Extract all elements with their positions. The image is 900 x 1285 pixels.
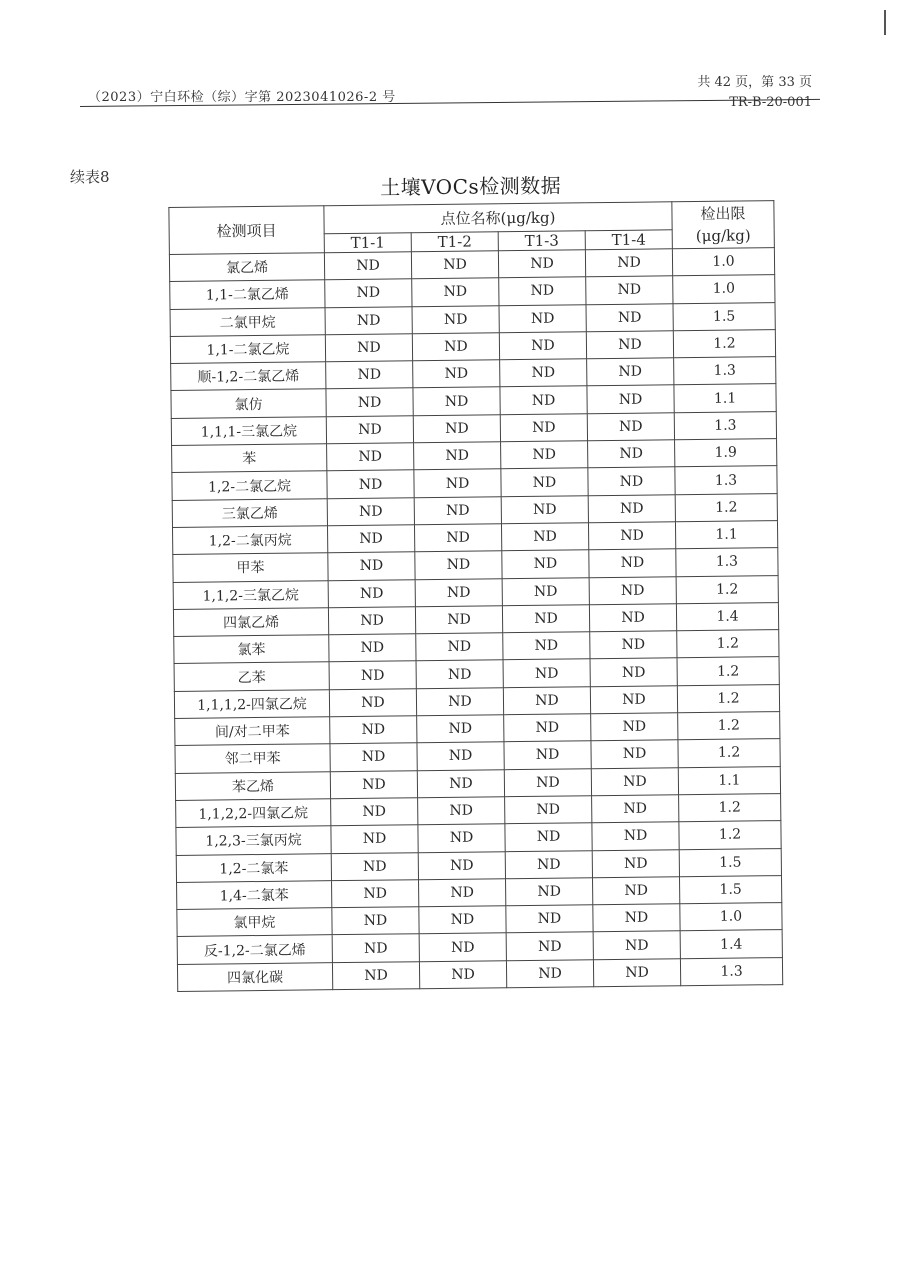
cell-value: ND — [413, 360, 500, 388]
cell-value: ND — [499, 304, 586, 332]
cell-value: ND — [588, 494, 675, 522]
cell-value: ND — [413, 387, 500, 415]
cell-item: 苯乙烯 — [175, 771, 330, 800]
cell-limit: 1.2 — [678, 712, 780, 740]
scan-edge-mark — [884, 10, 886, 35]
cell-limit: 1.2 — [675, 493, 777, 521]
cell-value: ND — [592, 849, 679, 877]
cell-value: ND — [326, 361, 413, 389]
cell-value: ND — [330, 716, 417, 744]
cell-value: ND — [506, 878, 593, 906]
cell-value: ND — [500, 386, 587, 414]
cell-value: ND — [502, 605, 589, 633]
cell-value: ND — [589, 604, 676, 632]
header-point: T1-2 — [411, 232, 498, 252]
cell-value: ND — [414, 524, 501, 552]
cell-value: ND — [592, 795, 679, 823]
cell-value: ND — [590, 631, 677, 659]
cell-value: ND — [592, 877, 679, 905]
cell-value: ND — [586, 303, 673, 331]
table-row — [177, 957, 782, 991]
cell-value: ND — [419, 906, 506, 934]
cell-item: 1,2-二氯苯 — [176, 853, 331, 882]
cell-value: ND — [414, 496, 501, 524]
cell-limit: 1.2 — [679, 794, 781, 822]
cell-value: ND — [593, 931, 680, 959]
cell-value: ND — [327, 470, 414, 498]
cell-item: 反-1,2-二氯乙烯 — [177, 935, 332, 964]
cell-item: 四氯化碳 — [177, 962, 332, 991]
cell-limit: 1.5 — [679, 848, 781, 876]
cell-value: ND — [500, 414, 587, 442]
cell-limit: 1.1 — [678, 766, 780, 794]
cell-value: ND — [590, 686, 677, 714]
cell-value: ND — [501, 495, 588, 523]
page-header-right — [697, 73, 812, 113]
cell-limit: 1.4 — [676, 602, 778, 630]
cell-value: ND — [419, 960, 506, 988]
cell-value: ND — [505, 850, 592, 878]
cell-item: 顺-1,2-二氯乙烯 — [171, 362, 326, 391]
cell-value: ND — [331, 852, 418, 880]
cell-limit: 1.2 — [673, 330, 775, 358]
cell-value: ND — [503, 632, 590, 660]
cell-item: 1,1,2,2-四氯乙烷 — [176, 799, 331, 828]
cell-limit: 1.2 — [677, 630, 779, 658]
cell-item: 1,2-二氯丙烷 — [172, 526, 327, 555]
cell-value: ND — [588, 440, 675, 468]
cell-item: 间/对二甲苯 — [175, 717, 330, 746]
cell-value: ND — [328, 607, 415, 635]
cell-value: ND — [332, 907, 419, 935]
cell-item: 1,1-二氯乙烯 — [170, 280, 325, 309]
cell-value: ND — [499, 277, 586, 305]
cell-value: ND — [500, 359, 587, 387]
cell-value: ND — [418, 851, 505, 879]
cell-value: ND — [501, 523, 588, 551]
cell-item: 氯仿 — [171, 389, 326, 418]
cell-value: ND — [328, 579, 415, 607]
cell-value: ND — [419, 879, 506, 907]
cell-value: ND — [331, 825, 418, 853]
cell-item: 苯 — [172, 444, 327, 473]
cell-value: ND — [326, 388, 413, 416]
cell-value: ND — [325, 306, 412, 334]
cell-value: ND — [593, 958, 680, 986]
cell-value: ND — [332, 934, 419, 962]
cell-value: ND — [505, 823, 592, 851]
cell-value: ND — [418, 824, 505, 852]
cell-value: ND — [329, 634, 416, 662]
cell-limit: 1.4 — [680, 930, 782, 958]
cell-value: ND — [332, 880, 419, 908]
continuation-label: 续表8 — [70, 168, 110, 186]
cell-value: ND — [587, 358, 674, 386]
voc-table-section — [168, 168, 782, 992]
cell-value: ND — [586, 276, 673, 304]
cell-value: ND — [499, 332, 586, 360]
cell-item: 1,4-二氯苯 — [177, 881, 332, 910]
header-limit-line1: 检出限 — [700, 204, 746, 223]
cell-value: ND — [417, 715, 504, 743]
cell-limit: 1.5 — [679, 875, 781, 903]
cell-limit: 1.5 — [673, 302, 775, 330]
cell-limit: 1.0 — [673, 275, 775, 303]
header-limit — [672, 201, 775, 249]
cell-value: ND — [414, 469, 501, 497]
cell-value: ND — [503, 686, 590, 714]
cell-value: ND — [501, 441, 588, 469]
header-points: 点位名称(μg/kg) — [324, 202, 672, 234]
cell-value: ND — [588, 522, 675, 550]
cell-value: ND — [498, 250, 585, 278]
cell-value: ND — [415, 578, 502, 606]
cell-limit: 1.3 — [676, 548, 778, 576]
cell-value: ND — [329, 661, 416, 689]
cell-value: ND — [502, 577, 589, 605]
cell-value: ND — [506, 932, 593, 960]
cell-value: ND — [504, 714, 591, 742]
cell-limit: 1.1 — [675, 521, 777, 549]
cell-item: 氯苯 — [174, 635, 329, 664]
cell-item: 氯甲烷 — [177, 908, 332, 937]
cell-item: 1,1,1,2-四氯乙烷 — [174, 689, 329, 718]
cell-value: ND — [327, 443, 414, 471]
cell-value: ND — [326, 416, 413, 444]
cell-value: ND — [325, 279, 412, 307]
cell-value: ND — [504, 768, 591, 796]
cell-value: ND — [415, 606, 502, 634]
table-header-row — [169, 201, 774, 236]
cell-value: ND — [328, 552, 415, 580]
cell-limit: 1.3 — [674, 411, 776, 439]
cell-value: ND — [419, 933, 506, 961]
cell-limit: 1.9 — [675, 439, 777, 467]
cell-value: ND — [506, 959, 593, 987]
header-item: 检测项目 — [169, 206, 325, 255]
cell-item: 二氯甲烷 — [170, 307, 325, 336]
cell-item: 氯乙烯 — [169, 253, 324, 282]
cell-item: 邻二甲苯 — [175, 744, 330, 773]
cell-item: 甲苯 — [173, 553, 328, 582]
cell-value: ND — [501, 468, 588, 496]
cell-limit: 1.1 — [674, 384, 776, 412]
cell-value: ND — [592, 822, 679, 850]
cell-value: ND — [330, 770, 417, 798]
cell-value: ND — [415, 551, 502, 579]
cell-value: ND — [591, 767, 678, 795]
cell-value: ND — [416, 633, 503, 661]
cell-value: ND — [325, 334, 412, 362]
cell-value: ND — [416, 660, 503, 688]
cell-value: ND — [327, 497, 414, 525]
cell-value: ND — [411, 251, 498, 279]
cell-value: ND — [585, 249, 672, 277]
cell-limit: 1.3 — [680, 957, 782, 985]
cell-value: ND — [324, 252, 411, 280]
cell-value: ND — [503, 659, 590, 687]
cell-value: ND — [506, 905, 593, 933]
cell-value: ND — [417, 742, 504, 770]
cell-value: ND — [586, 331, 673, 359]
cell-value: ND — [329, 688, 416, 716]
table-body — [169, 248, 782, 992]
header-point: T1-1 — [324, 233, 411, 253]
cell-item: 乙苯 — [174, 662, 329, 691]
cell-value: ND — [413, 415, 500, 443]
cell-limit: 1.3 — [675, 466, 777, 494]
cell-value: ND — [330, 743, 417, 771]
table-title: 土壤VOCs检测数据 — [379, 173, 562, 200]
cell-value: ND — [412, 305, 499, 333]
cell-limit: 1.2 — [677, 657, 779, 685]
cell-value: ND — [417, 769, 504, 797]
cell-value: ND — [327, 525, 414, 553]
cell-item: 1,2,3-三氯丙烷 — [176, 826, 331, 855]
report-number: （2023）宁白环检（综）字第 2023041026-2 号 — [88, 90, 396, 105]
cell-item: 1,1,2-三氯乙烷 — [173, 580, 328, 609]
cell-value: ND — [502, 550, 589, 578]
cell-limit: 1.0 — [680, 903, 782, 931]
cell-value: ND — [504, 741, 591, 769]
cell-value: ND — [414, 442, 501, 470]
cell-item: 四氯乙烯 — [173, 608, 328, 637]
cell-limit: 1.0 — [672, 248, 774, 276]
cell-value: ND — [589, 549, 676, 577]
cell-value: ND — [587, 385, 674, 413]
cell-value: ND — [416, 687, 503, 715]
cell-value: ND — [412, 333, 499, 361]
cell-value: ND — [588, 467, 675, 495]
header-point: T1-4 — [585, 230, 672, 250]
cell-item: 三氯乙烯 — [172, 498, 327, 527]
cell-item: 1,1-二氯乙烷 — [170, 335, 325, 364]
cell-item: 1,1,1-三氯乙烷 — [171, 417, 326, 446]
cell-value: ND — [591, 713, 678, 741]
cell-value: ND — [591, 740, 678, 768]
voc-data-table — [168, 200, 783, 992]
cell-value: ND — [332, 961, 419, 989]
cell-limit: 1.3 — [674, 357, 776, 385]
form-code: TR-B-20-001 — [729, 95, 812, 110]
cell-value: ND — [505, 796, 592, 824]
page-info: 共 42 页，第 33 页 — [697, 75, 812, 90]
cell-limit: 1.2 — [679, 821, 781, 849]
cell-value: ND — [593, 904, 680, 932]
cell-limit: 1.2 — [678, 739, 780, 767]
cell-value: ND — [589, 576, 676, 604]
cell-limit: 1.2 — [676, 575, 778, 603]
header-point: T1-3 — [498, 231, 585, 251]
cell-value: ND — [590, 658, 677, 686]
cell-value: ND — [587, 413, 674, 441]
cell-value: ND — [331, 798, 418, 826]
header-limit-line2: (μg/kg) — [695, 226, 751, 246]
cell-value: ND — [412, 278, 499, 306]
cell-limit: 1.2 — [677, 684, 779, 712]
cell-value: ND — [418, 797, 505, 825]
cell-item: 1,2-二氯乙烷 — [172, 471, 327, 500]
